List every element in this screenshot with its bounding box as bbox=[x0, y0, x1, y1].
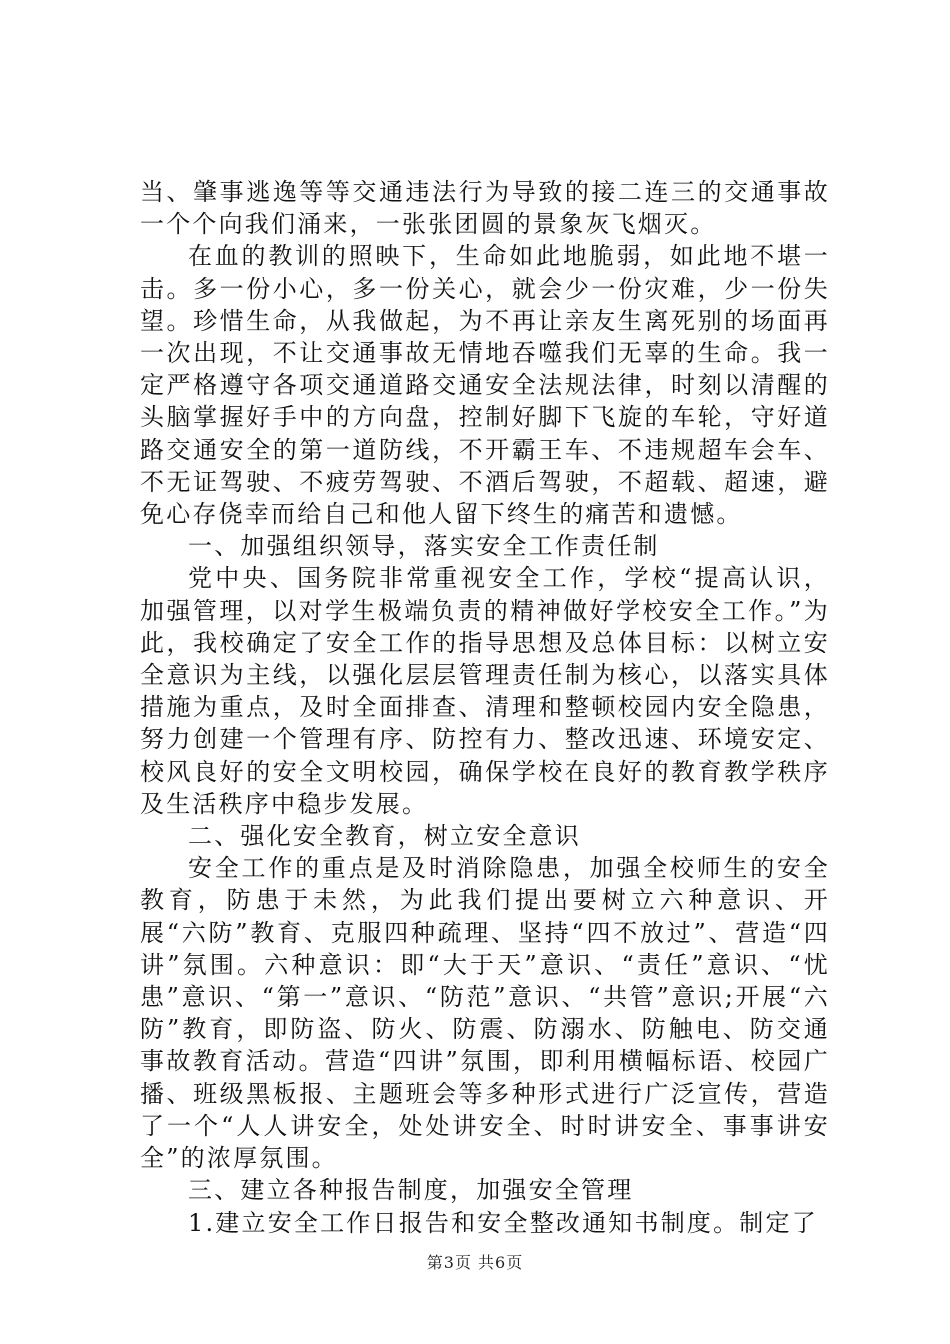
paragraph-education: 安全工作的重点是及时消除隐患，加强全校师生的安全教育，防患于未然，为此我们提出要树立六种意识、开展“六防”教育、克服四种疏理、坚持“四不放过”、营造“四讲”氛围。六种意识：即“大于天”意识、“责任”意识、“忧患”意识、“第一”意识、“防范”意识、“共管”意识;开展“六防”教育，即防盗、防火、防震、防溺水、防触电、防交通事故教育活动。营造“四讲”氛围，即利用横幅标语、校园广播、班级黑板报、主题班会等多种形式进行广泛宣传，营造了一个“人人讲安全，处处讲安全、时时讲安全、事事讲安全”的浓厚氛围。 bbox=[140, 854, 830, 1173]
paragraph-report-system: 1.建立安全工作日报告和安全整改通知书制度。制定了 bbox=[188, 1208, 818, 1237]
paragraph-continuation: 当、肇事逃逸等等交通违法行为导致的接二连三的交通事故一个个向我们涌来，一张张团圆的景象灰飞烟灭。 bbox=[140, 178, 830, 239]
paragraph-life-safety: 在血的教训的照映下，生命如此地脆弱，如此地不堪一击。多一份小心，多一份关心，就会少一份灾难，少一份失望。珍惜生命，从我做起，为不再让亲友生离死别的场面再一次出现，不让交通事故无情地吞噬我们无辜的生命。我一定严格遵守各项交通道路交通安全法规法律，时刻以清醒的头脑掌握好手中的方向盘，控制好脚下飞旋的车轮，守好道路交通安全的第一道防线，不开霸王车、不违规超车会车、不无证驾驶、不疲劳驾驶、不酒后驾驶，不超载、超速，避免心存侥幸而给自己和他人留下终生的痛苦和遗憾。 bbox=[140, 242, 830, 529]
section-heading-1: 一、加强组织领导，落实安全工作责任制 bbox=[188, 532, 660, 561]
paragraph-organization: 党中央、国务院非常重视安全工作，学校“提高认识，加强管理，以对学生极端负责的精神做好学校安全工作。”为此，我校确定了安全工作的指导思想及总体目标：以树立安全意识为主线，以强化层层管理责任制为核心，以落实具体措施为重点，及时全面排查、清理和整顿校园内安全隐患，努力创建一个管理有序、防控有力、整改迅速、环境安定、校风良好的安全文明校园，确保学校在良好的教育教学秩序及生活秩序中稳步发展。 bbox=[140, 564, 830, 818]
section-heading-2: 二、强化安全教育，树立安全意识 bbox=[188, 822, 581, 851]
section-heading-3: 三、建立各种报告制度，加强安全管理 bbox=[188, 1176, 634, 1205]
document-body bbox=[140, 176, 830, 1239]
page-number-footer: 第3页 共6页 bbox=[426, 1253, 524, 1272]
